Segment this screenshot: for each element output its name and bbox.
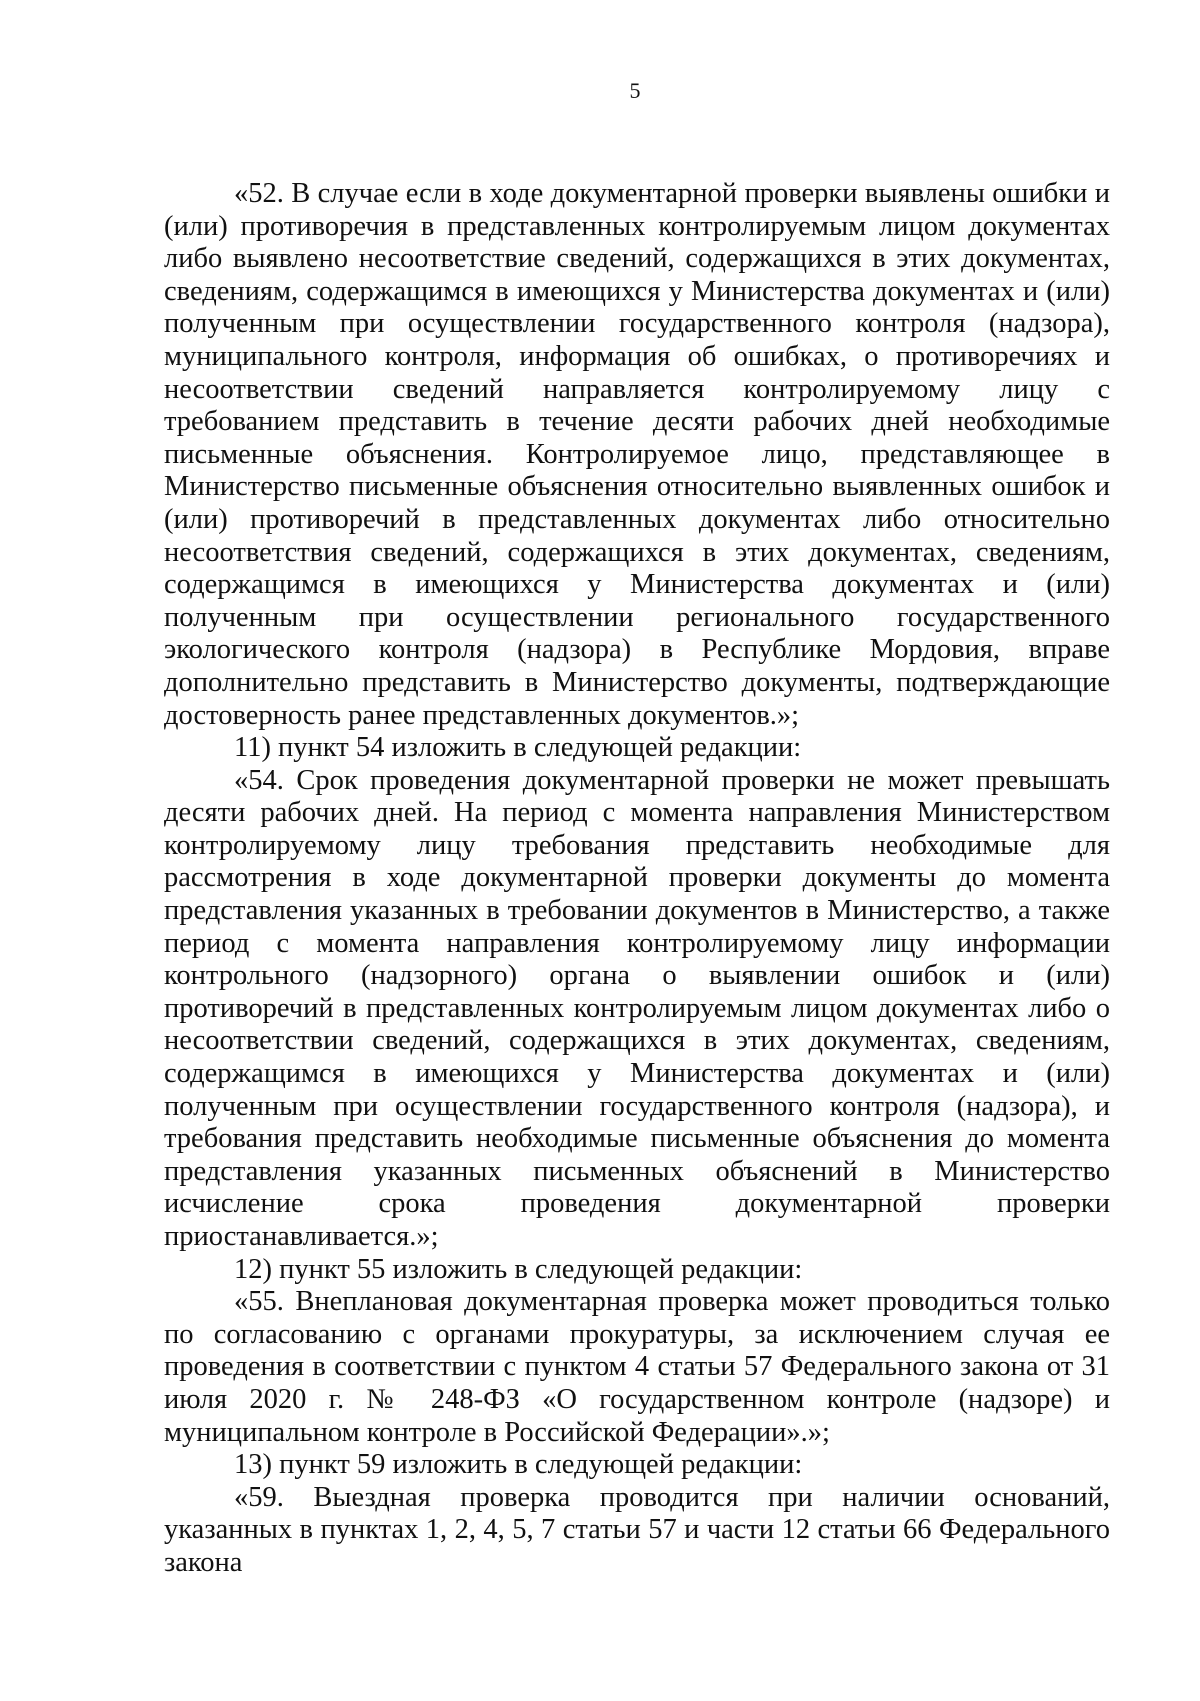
paragraph-55: «55. Внеплановая документарная проверка может проводиться только по согласованию с органами прокуратуры, за исключением случая ее проведения в соответствии с пунктом 4 статьи 57 Федерального закона от 31 июля 2020 г. № 248-ФЗ «О государственном контроле (надзоре) и муниципальном контроле в Российской Федерации».»; [164,1286,1110,1448]
paragraph-52: «52. В случае если в ходе документарной проверки выявлены ошибки и (или) противоречия в представленных контролируемым лицом документах либо выявлено несоответствие сведений, содержащихся в этих документах, сведениям, содержащимся в имеющихся у Министерства документах и (или) полученным при осуществлении государственного контроля (надзора), муниципального контроля, информация об ошибках, о противоречиях и несоответствии сведений направляется контролируемому лицу с требованием представить в течение десяти рабочих дней необходимые письменные объяснения. Контролируемое лицо, представляющее в Министерство письменные объяснения относительно выявленных ошибок и (или) противоречий в представленных документах либо относительно несоответствия сведений, содержащихся в этих документах, сведениям, содержащимся в имеющихся у Министерства документах и (или) полученным при осуществлении регионального государственного экологического контроля (надзора) в Республике Мордовия, вправе дополнительно представить в Министерство документы, подтверждающие достоверность ранее представленных документов.»; [164,178,1110,731]
amendment-item-13: 13) пункт 59 изложить в следующей редакции: [234,1449,803,1481]
amendment-item-11: 11) пункт 54 изложить в следующей редакции: [234,732,802,764]
document-body [164,178,1110,1580]
paragraph-59: «59. Выездная проверка проводится при наличии оснований, указанных в пунктах 1, 2, 4, 5, 7 статьи 57 и части 12 статьи 66 Федерального закона [164,1481,1110,1578]
amendment-item-12: 12) пункт 55 изложить в следующей редакции: [234,1253,803,1285]
page-number: 5 [629,78,641,103]
paragraph-54: «54. Срок проведения документарной проверки не может превышать десяти рабочих дней. На период с момента направления Министерством контролируемому лицу требования представить необходимые для рассмотрения в ходе документарной проверки документы до момента представления указанных в требовании документов в Министерство, а также период с момента направления контролируемому лицу информации контрольного (надзорного) органа о выявлении ошибок и (или) противоречий в представленных контролируемым лицом документах либо о несоответствии сведений, содержащихся в этих документах, сведениям, содержащимся в имеющихся у Министерства документах и (или) полученным при осуществлении государственного контроля (надзора), и требования представить необходимые письменные объяснения до момента представления указанных письменных объяснений в Министерство исчисление срока проведения документарной проверки приостанавливается.»; [164,764,1110,1252]
